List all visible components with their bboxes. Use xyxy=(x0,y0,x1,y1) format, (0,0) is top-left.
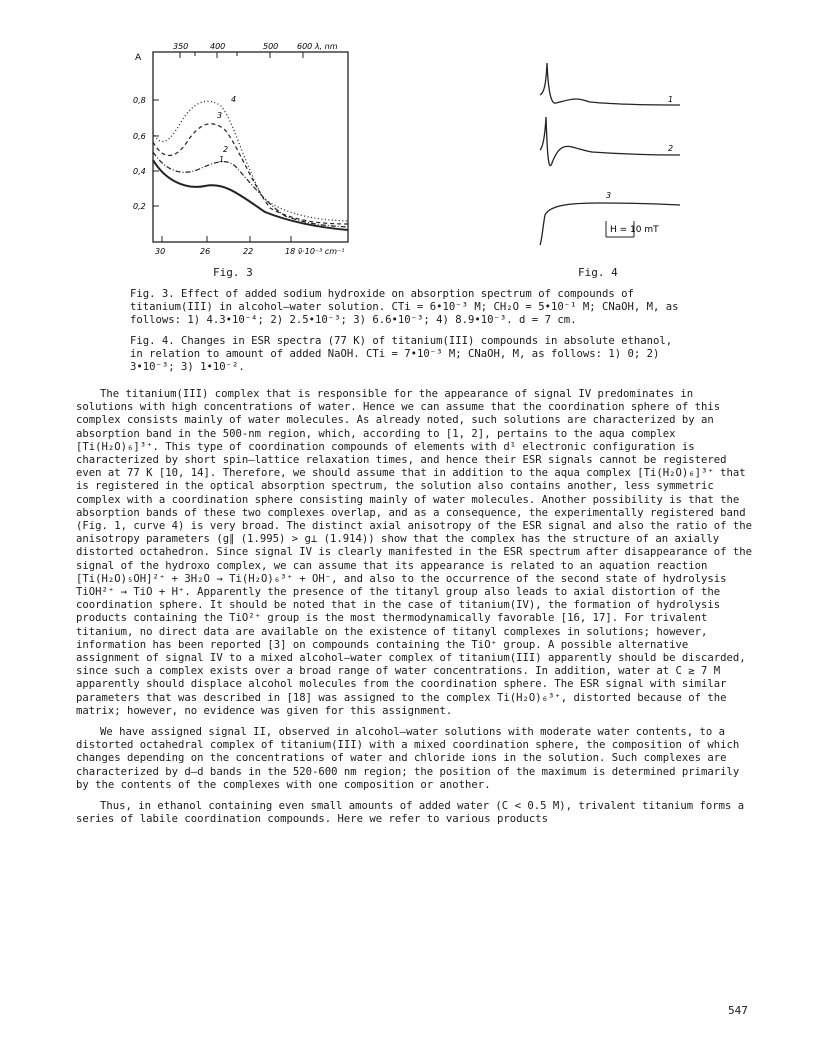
fig3-curve-2 xyxy=(153,152,348,227)
fig3-y-tick: 0,2 xyxy=(133,202,146,211)
fig4-curve-2 xyxy=(540,117,680,166)
fig3-y-axis-label: A xyxy=(135,53,142,63)
fig3-curve-label: 2 xyxy=(223,145,229,154)
figure-captions xyxy=(130,288,690,382)
paragraph: The titanium(III) complex that is responsible for the appearance of signal IV predominates in solutions with high concentrations of water. Hence we can assume that the coordination sphere of this complex consists mainly of water molecules. As already noted, such solutions are characterized by an absorption band in the 500-nm region, which, according to [1, 2], pertains to the aqua complex [Ti(H₂O)₆]³⁺. This type of coordination compounds of elements with d¹ electronic configuration is characterized by short spin—lattice relaxation times, and hence their ESR signals cannot be registered even at 77 K [10, 14]. Therefore, we should assume that in addition to the aqua complex [Ti(H₂O)₆]³⁺ that is registered in the optical absorption spectrum, the solution also contains another, less symmetric complex with a coordination sphere consisting mainly of water molecules. Another possibility is that the absorption bands of these two complexes overlap, and as a consequence, the experimentally registered band (Fig. 1, curve 4) is very broad. The distinct axial anisotropy of the ESR signal and also the ratio of the anisotropy parameters (g∥ (1.995) > g⊥ (1.914)) show that the complex has the structure of an axially distorted octahedron. Since signal IV is clearly manifested in the ESR spectrum after disappearance of the signal of the hydroxo complex, we can assume that its appearance is related to an aquation reaction [Ti(H₂O)₅OH]²⁺ + 3H₂O → Ti(H₂O)₆³⁺ + OH⁻, and also to the occurrence of the second state of hydrolysis TiOH²⁺ → TiO + H⁺. Apparently the presence of the titanyl group also leads to axial distortion of the coordination sphere. It should be noted that in the case of titanium(IV), the formation of hydrolysis products containing the TiO²⁺ group is the most thermodynamically favorable [16, 17]. For trivalent titanium, no direct data are available on the existence of titanyl complexes in solutions; however, information has been reported [3] on compounds containing the TiO⁺ group. A possible alternative assignment of signal IV to a mixed alcohol—water complex of titanium(III) apparently should be discarded, since such a complex exists over a broad range of water concentrations. In addition, water at C ≳ 7 M apparently should displace alcohol molecules from the coordination sphere. The ESR signal with similar parameters that was described in [18] was assigned to the complex Ti(H₂O)₆³⁺, distorted because of the matrix; however, no evidence was given for this assignment. xyxy=(76,388,753,717)
fig4-curve-label: 3 xyxy=(606,191,612,200)
fig4-curve-label: 2 xyxy=(668,144,674,153)
fig3-bottom-tick: 30 xyxy=(155,247,166,256)
fig4-curve-label: 1 xyxy=(668,95,674,104)
fig3-bottom-tick: 18 ν̃·10⁻³ cm⁻¹ xyxy=(285,247,345,256)
fig3-top-tick: 350 xyxy=(173,42,189,51)
fig3-caption: Fig. 3. Effect of added sodium hydroxide on absorption spectrum of compounds of titanium(III) in alcohol—water solution. CTi = 6•10⁻³ M; CH₂O = 5•10⁻¹ M; CNaOH, M, as follows: 1) 4.3•10⁻⁴; 2) 2.5•10⁻³; 3) 6.6•10⁻³; 4) 8.9•10⁻³. d = 7 cm. xyxy=(130,288,679,326)
paragraph: We have assigned signal II, observed in alcohol—water solutions with moderate water contents, to a distorted octahedral complex of titanium(III) with a mixed coordination sphere, the composition of which changes depending on the concentrations of water and chloride ions in the solution. Such complexes are characterized by d—d bands in the 520-600 nm region; the position of the maximum is determined primarily by the contents of the complexes with one composition or another. xyxy=(76,726,740,791)
fig3-curve-label: 3 xyxy=(217,111,223,120)
fig3-y-tick: 0,6 xyxy=(133,132,146,141)
fig4-label: Fig. 4 xyxy=(578,266,618,279)
fig4-curve-1 xyxy=(540,63,680,105)
fig3-curve-label: 1 xyxy=(219,155,225,164)
fig4-caption: Fig. 4. Changes in ESR spectra (77 K) of titanium(III) compounds in absolute ethanol, in relation to amount of added NaOH. CTi = 7•10⁻³ M; CNaOH, M, as follows: 1) 0; 2) 3•10⁻³; 3) 1•10⁻². xyxy=(130,335,673,373)
fig3-label: Fig. 3 xyxy=(213,266,253,279)
fig3-curve-1 xyxy=(153,160,348,230)
fig3-top-tick: 600 λ, nm xyxy=(297,42,338,51)
fig4-esr-plot xyxy=(530,55,690,265)
fig3-bottom-tick: 22 xyxy=(243,247,254,256)
figures-area xyxy=(0,0,816,290)
fig3-absorption-plot xyxy=(125,40,355,270)
fig3-frame xyxy=(153,52,348,242)
fig3-y-tick: 0,4 xyxy=(133,167,146,176)
fig3-bottom-tick: 26 xyxy=(200,247,211,256)
fig4-field-label: H = 10 mT xyxy=(610,225,659,235)
body-text xyxy=(76,388,756,835)
fig3-y-tick: 0,8 xyxy=(133,96,146,105)
page-number: 547 xyxy=(728,1004,748,1017)
fig3-curve-3 xyxy=(153,124,348,224)
fig4-curve-3 xyxy=(540,203,680,245)
fig3-top-tick: 500 xyxy=(263,42,279,51)
fig3-top-tick: 400 xyxy=(210,42,226,51)
fig3-curve-label: 4 xyxy=(231,95,237,104)
paragraph: Thus, in ethanol containing even small amounts of added water (C < 0.5 M), trivalent titanium forms a series of labile coordination compounds. Here we refer to various products xyxy=(76,800,745,826)
